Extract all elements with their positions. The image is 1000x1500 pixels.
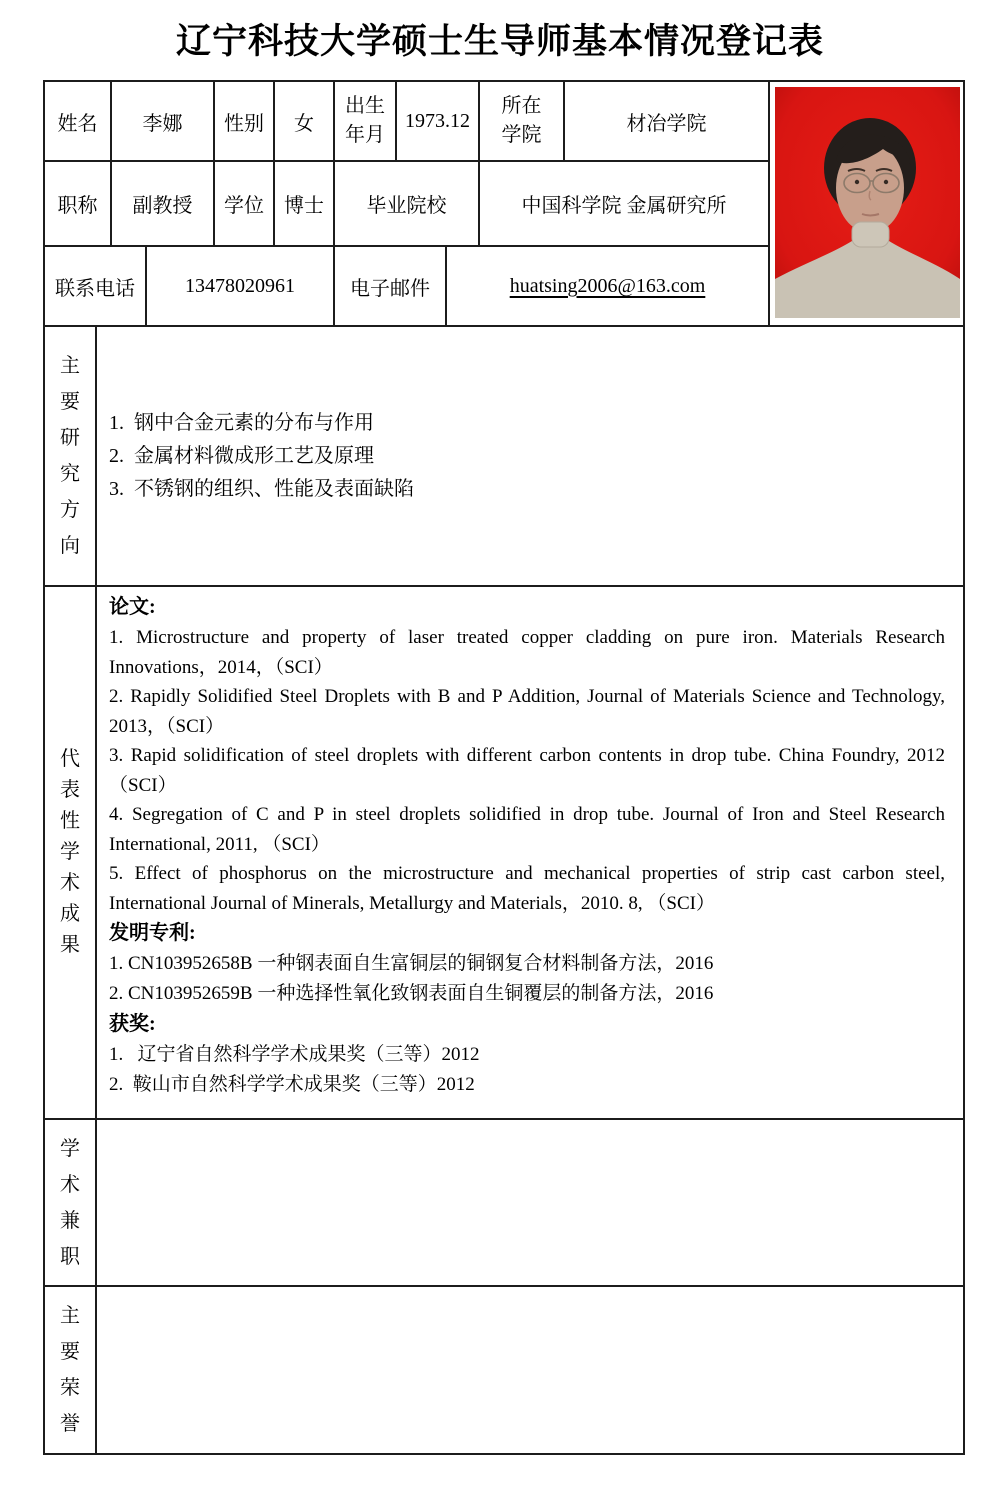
email-cell	[446, 246, 769, 326]
academic-positions-content-empty	[96, 1119, 964, 1286]
page-title: 辽宁科技大学硕士生导师基本情况登记表	[175, 22, 824, 61]
row-honors	[44, 1286, 964, 1454]
gender-value: 女	[274, 81, 334, 161]
email-label: 电子邮件	[334, 246, 446, 326]
info-table	[43, 80, 965, 1455]
row-academic-positions	[44, 1119, 964, 1286]
paper-item: 1. Microstructure and property of laser treated copper cladding on pure iron. Materials Research Innovations，2014，（SCI）	[109, 627, 945, 678]
name-label: 姓名	[44, 81, 111, 161]
school-value: 中国科学院 金属研究所	[479, 161, 769, 246]
honors-label-cell	[44, 1286, 96, 1454]
patents-heading: 发明专利:	[109, 922, 196, 944]
research-directions-label: 主要研究方向	[60, 355, 80, 557]
research-directions-content	[96, 326, 964, 586]
research-item: 1. 钢中合金元素的分布与作用	[109, 411, 374, 434]
job-title-value: 副教授	[111, 161, 214, 246]
award-item: 2. 鞍山市自然科学学术成果奖（三等）2012	[109, 1074, 475, 1095]
achievements-content	[96, 586, 964, 1119]
degree-label: 学位	[214, 161, 274, 246]
college-label-text: 所在学院	[501, 95, 542, 146]
row-achievements	[44, 586, 964, 1119]
college-value: 材冶学院	[564, 81, 769, 161]
research-item: 3. 不锈钢的组织、性能及表面缺陷	[109, 477, 414, 500]
research-directions-label-cell	[44, 326, 96, 586]
phone-value: 13478020961	[146, 246, 334, 326]
paper-item: 5. Effect of phosphorus on the microstructure and mechanical properties of strip cast carbon steel, International Journal of Minerals, Metallurgy and Materials，2010. 8, （SCI）	[109, 863, 945, 914]
phone-label: 联系电话	[44, 246, 146, 326]
papers-heading: 论文:	[109, 596, 156, 618]
patent-item: 2. CN103952659B 一种选择性氧化致钢表面自生铜覆层的制备方法，2016	[109, 983, 714, 1004]
degree-value: 博士	[274, 161, 334, 246]
school-label: 毕业院校	[334, 161, 479, 246]
row-research	[44, 326, 964, 586]
birth-label-text: 出生年月	[345, 95, 385, 146]
birth-label	[334, 81, 396, 161]
turtleneck-collar	[852, 222, 889, 247]
paper-item: 3. Rapid solidification of steel droplets with different carbon contents in drop tube. China Foundry, 2012 （SCI）	[109, 745, 945, 796]
academic-positions-label-cell	[44, 1119, 96, 1286]
gender-label: 性别	[214, 81, 274, 161]
job-title-label: 职称	[44, 161, 111, 246]
profile-photo	[769, 81, 964, 326]
research-directions-list	[109, 407, 945, 506]
award-item: 1. 辽宁省自然科学学术成果奖（三等）2012	[109, 1044, 480, 1065]
portrait-photo-graphic	[770, 83, 964, 324]
name-value: 李娜	[111, 81, 214, 161]
paper-item: 2. Rapidly Solidified Steel Droplets with B and P Addition, Journal of Materials Science and Technology, 2013，（SCI）	[109, 686, 945, 737]
college-label	[479, 81, 564, 161]
email-link[interactable]: huatsing2006@163.com	[509, 274, 706, 297]
honors-content-empty	[96, 1286, 964, 1454]
paper-item: 4. Segregation of C and P in steel droplets solidified in drop tube. Journal of Iron and Steel Research International, 2011, （SCI）	[109, 804, 945, 855]
academic-positions-label: 学术兼职	[60, 1137, 80, 1268]
honors-label: 主要荣誉	[60, 1305, 80, 1435]
birth-value: 1973.12	[396, 81, 479, 161]
patent-item: 1. CN103952658B 一种钢表面自生富铜层的铜钢复合材料制备方法，2016	[109, 953, 714, 974]
row-basic-1	[44, 81, 964, 161]
awards-heading: 获奖:	[109, 1013, 156, 1035]
achievements-label: 代表性学术成果	[60, 748, 80, 956]
achievements-label-cell	[44, 586, 96, 1119]
research-item: 2. 金属材料微成形工艺及原理	[109, 444, 374, 467]
